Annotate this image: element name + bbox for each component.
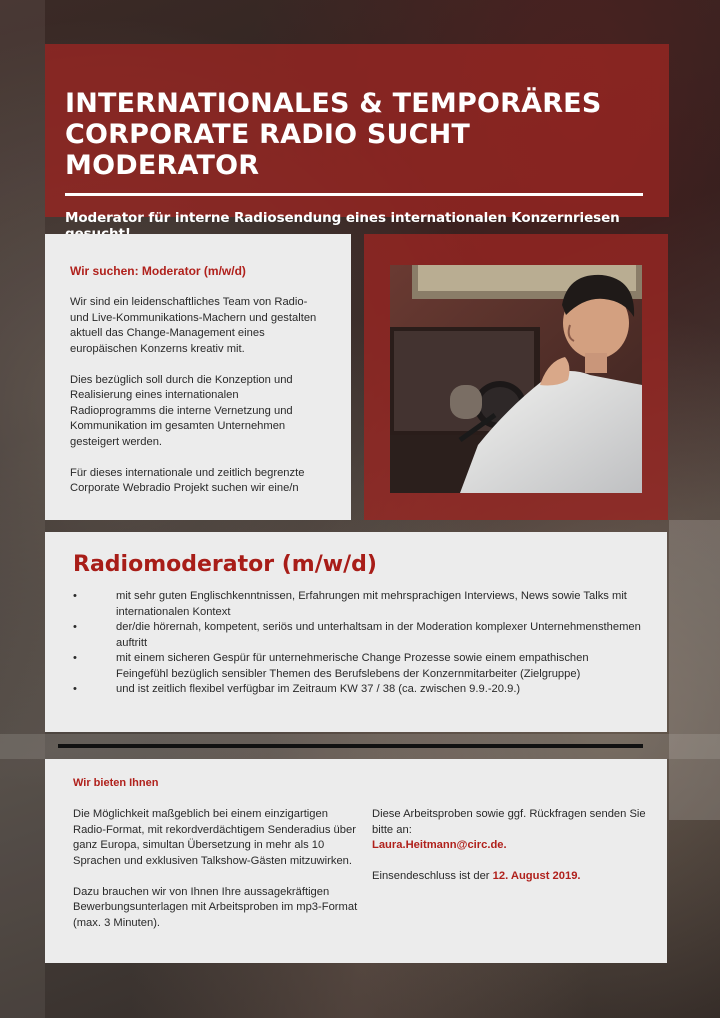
title-line-1: INTERNATIONALES & TEMPORÄRES [65,88,602,119]
background-console [0,0,45,1018]
role-panel [45,532,667,732]
contact-email-link[interactable]: Laura.Heitmann@circ.de. [372,839,507,851]
offer-paragraph-2: Dazu brauchen wir von Ihnen Ihre aussagekräftigen Bewerbungsunterlagen mit Arbeitsproben im mp3-Format (max. 3 Minuten). [73,885,358,929]
intro-label: Wir suchen: Moderator (m/w/d) [70,264,246,278]
offer-paragraph-1: Die Möglichkeit maßgeblich bei einem einzigartigen Radio-Format, mit rekordverdächtigem Senderadius über ganz Europa, simultan Übersetzung in mehr als 10 Sprachen und exklusiven Talkshow-Gästen mitzuwirken. [73,808,356,867]
title-line-2: CORPORATE RADIO SUCHT MODERATOR [65,119,471,181]
requirements-list [73,589,643,698]
page-subtitle: Moderator für interne Radiosendung eines internationalen Konzernriesen [65,210,620,226]
deadline-text: Einsendeschluss ist der [372,870,493,882]
header-rule [65,193,643,196]
requirement-item: • mit einem sicheren Gespür für unternehmerische Change Prozesse sowie einem empathischen Feingefühl bezüglich sensibler Themen des Berufslebens der Konzernmitarbeiter (Zielgruppe) [73,651,643,682]
contact-block [372,807,652,854]
moderator-photo [390,265,642,493]
requirement-item: • mit sehr guten Englischkenntnissen, Erfahrungen mit mehrsprachigen Interviews, News sowie Talks mit internationalen Kontext [73,589,643,620]
offer-panel [45,759,667,963]
contact-text: Diese Arbeitsproben sowie ggf. Rückfragen senden Sie bitte an: [372,808,646,836]
moderator-illustration [390,265,642,493]
intro-panel [45,234,351,520]
intro-paragraph-2: Dies bezüglich soll durch die Konzeption und Realisierung eines internationalen Radioprogramms die interne Vernetzung und Kommunikation im gesamten Unternehmen gesteigert werden. [70,373,293,448]
offer-left-column [73,807,363,947]
requirement-item: • der/die hörernah, kompetent, seriös und unterhaltsam in der Moderation komplexer Unternehmensthemen auftritt [73,620,643,651]
section-divider [58,744,643,748]
offer-label: Wir bieten Ihnen [73,777,159,789]
background-console-strip [669,520,720,820]
requirement-item: • und ist zeitlich flexibel verfügbar im Zeitraum KW 37 / 38 (ca. zwischen 9.9.-20.9.) [73,682,643,698]
page-title [65,88,649,181]
header-banner [45,44,669,226]
intro-paragraph-3: Für dieses internationale und zeitlich begrenzte Corporate Webradio Projekt suchen wir eine/n [70,466,305,494]
offer-right-column [372,807,652,900]
intro-paragraph-1: Wir sind ein leidenschaftliches Team von Radio- und Live-Kommunikations-Machern und gestalten aktuell das Change-Management eines europäischen Konzerns kreativ mit. [70,296,317,355]
role-title: Radiomoderator (m/w/d) [73,552,377,577]
deadline-block [372,869,652,885]
intro-text [70,295,327,497]
deadline-date: 12. August 2019. [492,870,581,882]
